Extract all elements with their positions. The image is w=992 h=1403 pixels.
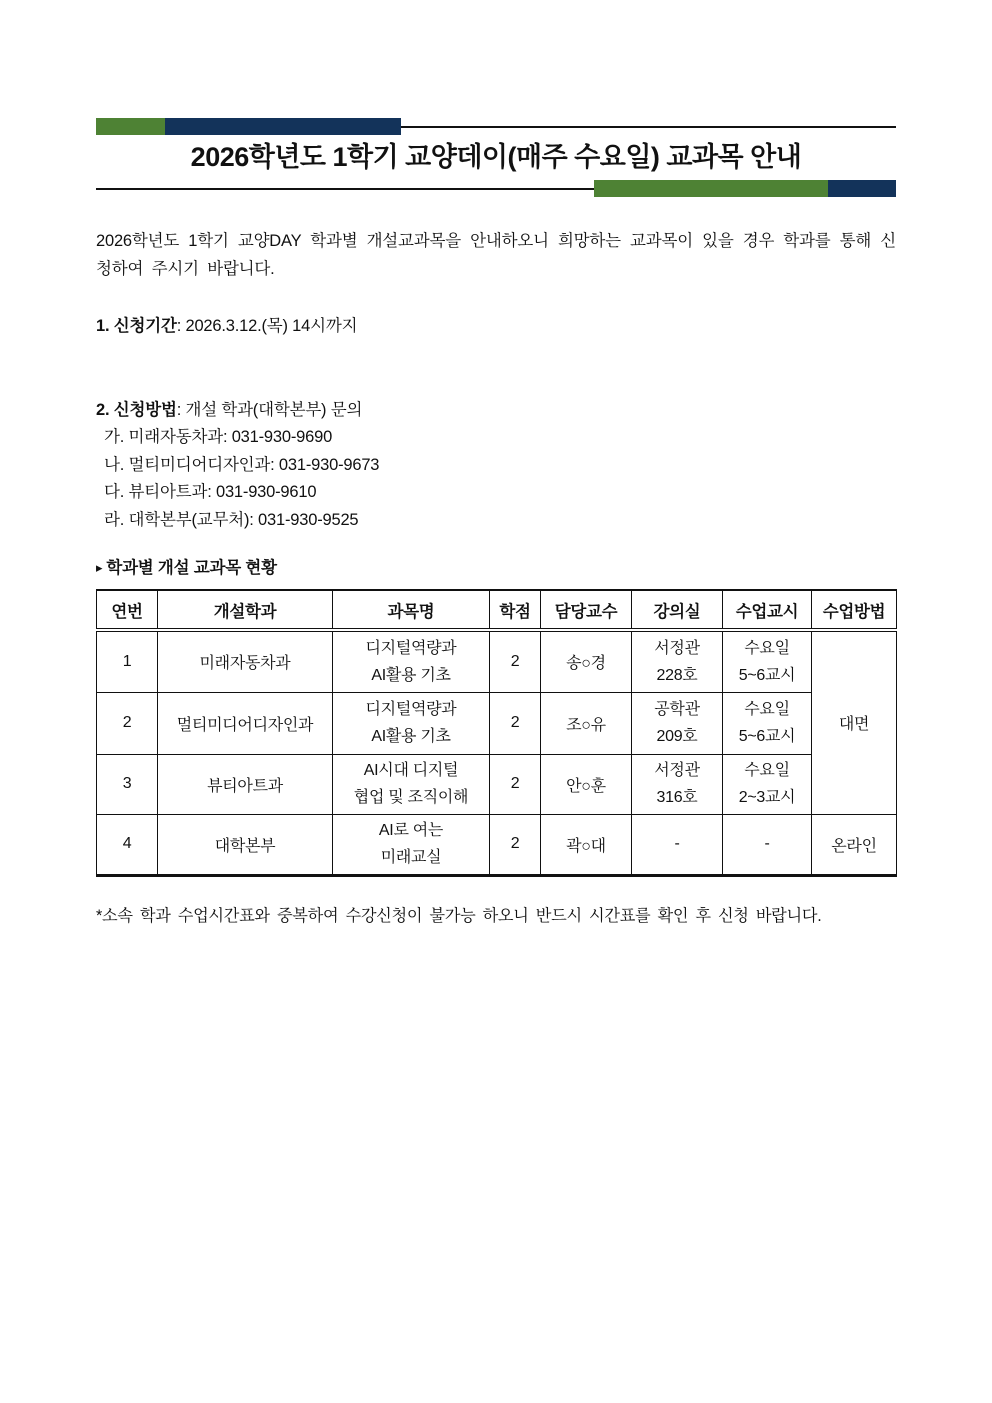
course-table (96, 589, 897, 877)
column-header-method: 수업방법 (812, 590, 897, 630)
subject-line: 협업 및 조직이해 (353, 789, 469, 806)
cell-credit: 2 (490, 630, 541, 692)
room-line: 228호 (656, 666, 698, 684)
cell-no: 2 (97, 692, 158, 754)
navy-bar-decoration (828, 180, 896, 197)
period-line: 5~6교시 (738, 666, 796, 684)
cell-method: 온라인 (812, 814, 897, 875)
room-line: 서정관 (654, 639, 700, 657)
list-item-contact: 나. 멀티미디어디자인과: 031-930-9673 (104, 455, 380, 474)
cell-room (632, 630, 723, 692)
page-title: 2026학년도 1학기 교양데이(매주 수요일) 교과목 안내 (190, 142, 802, 172)
period-line: 수요일 (744, 639, 790, 657)
column-header-period: 수업교시 (723, 590, 812, 630)
section-1-value: : 2026.3.12.(목) 14시까지 (176, 317, 358, 335)
table-row (97, 814, 897, 875)
cell-credit: 2 (490, 814, 541, 875)
cell-no: 3 (97, 754, 158, 814)
department-contact-list (96, 424, 896, 534)
cell-no: 4 (97, 814, 158, 875)
cell-no: 1 (97, 630, 158, 692)
room-line: 316호 (656, 789, 698, 806)
room-line: 서정관 (654, 762, 700, 779)
column-header-credit: 학점 (490, 590, 541, 630)
subject-line: AI시대 디지털 (363, 762, 459, 779)
period-line: 수요일 (744, 701, 790, 718)
green-bar-decoration (96, 118, 165, 135)
intro-paragraph: 2026학년도 1학기 교양DAY 학과별 개설교과목을 안내하오니 희망하는 교과목이 있을 경우 학과를 통해 신청하여 주시기 바랍니다. (96, 232, 896, 278)
subject-line: AI활용 기초 (371, 728, 451, 745)
banner-bottom-decoration (96, 180, 896, 197)
cell-subject (333, 754, 490, 814)
cell-department: 뷰티아트과 (158, 754, 333, 814)
subject-line: 디지털역량과 (365, 639, 457, 657)
cell-professor: 조○유 (541, 692, 632, 754)
cell-department: 대학본부 (158, 814, 333, 875)
table-row (97, 630, 897, 692)
subject-line: 미래교실 (380, 849, 442, 866)
list-item-contact: 가. 미래자동차과: 031-930-9690 (104, 428, 333, 446)
cell-professor: 송○경 (541, 630, 632, 692)
subject-line: AI로 여는 (378, 822, 444, 839)
section-application-period (96, 312, 896, 340)
cell-period (723, 754, 812, 814)
cell-professor: 안○훈 (541, 754, 632, 814)
cell-period: - (723, 814, 812, 875)
cell-professor: 곽○대 (541, 814, 632, 875)
title-banner (96, 118, 896, 197)
cell-room: - (632, 814, 723, 875)
room-line: 공학관 (654, 701, 700, 718)
column-header-department: 개설학과 (158, 590, 333, 630)
room-line: 209호 (656, 728, 698, 745)
cell-department: 미래자동차과 (158, 630, 333, 692)
footnote: *소속 학과 수업시간표와 중복하여 수강신청이 불가능 하오니 반드시 시간표를 확인 후 신청 바랍니다. (96, 906, 822, 925)
cell-credit: 2 (490, 754, 541, 814)
cell-subject (333, 814, 490, 875)
table-row (97, 692, 897, 754)
cell-method-merged: 대면 (812, 630, 897, 814)
section-application-method (96, 396, 896, 424)
cell-department: 멀티미디어디자인과 (158, 692, 333, 754)
list-item-contact: 다. 뷰티아트과: 031-930-9610 (104, 483, 317, 501)
cell-subject (333, 630, 490, 692)
horizontal-rule (401, 126, 896, 128)
subject-line: 디지털역량과 (365, 701, 457, 718)
cell-subject (333, 692, 490, 754)
table-header-row (97, 590, 897, 630)
section-1-label: 1. 신청기간 (96, 317, 177, 335)
section-2-label: 2. 신청방법 (96, 401, 177, 419)
green-bar-decoration (594, 180, 828, 197)
cell-period (723, 630, 812, 692)
table-row (97, 754, 897, 814)
triangle-bullet-icon: ▸ (96, 560, 103, 575)
column-header-room: 강의실 (632, 590, 723, 630)
horizontal-rule (96, 188, 594, 190)
period-line: 2~3교시 (738, 789, 796, 806)
table-caption (96, 555, 896, 582)
period-line: 수요일 (744, 762, 790, 779)
cell-room (632, 754, 723, 814)
banner-top-decoration (96, 118, 896, 135)
cell-period (723, 692, 812, 754)
column-header-professor: 담당교수 (541, 590, 632, 630)
cell-room (632, 692, 723, 754)
subject-line: AI활용 기초 (371, 666, 451, 684)
navy-bar-decoration (165, 118, 401, 135)
table-caption-text: 학과별 개설 교과목 현황 (106, 559, 277, 577)
list-item-contact: 라. 대학본부(교무처): 031-930-9525 (104, 510, 359, 529)
column-header-no: 연번 (97, 590, 158, 630)
period-line: 5~6교시 (738, 728, 796, 745)
cell-credit: 2 (490, 692, 541, 754)
column-header-subject: 과목명 (333, 590, 490, 630)
section-2-value: : 개설 학과(대학본부) 문의 (176, 401, 363, 419)
